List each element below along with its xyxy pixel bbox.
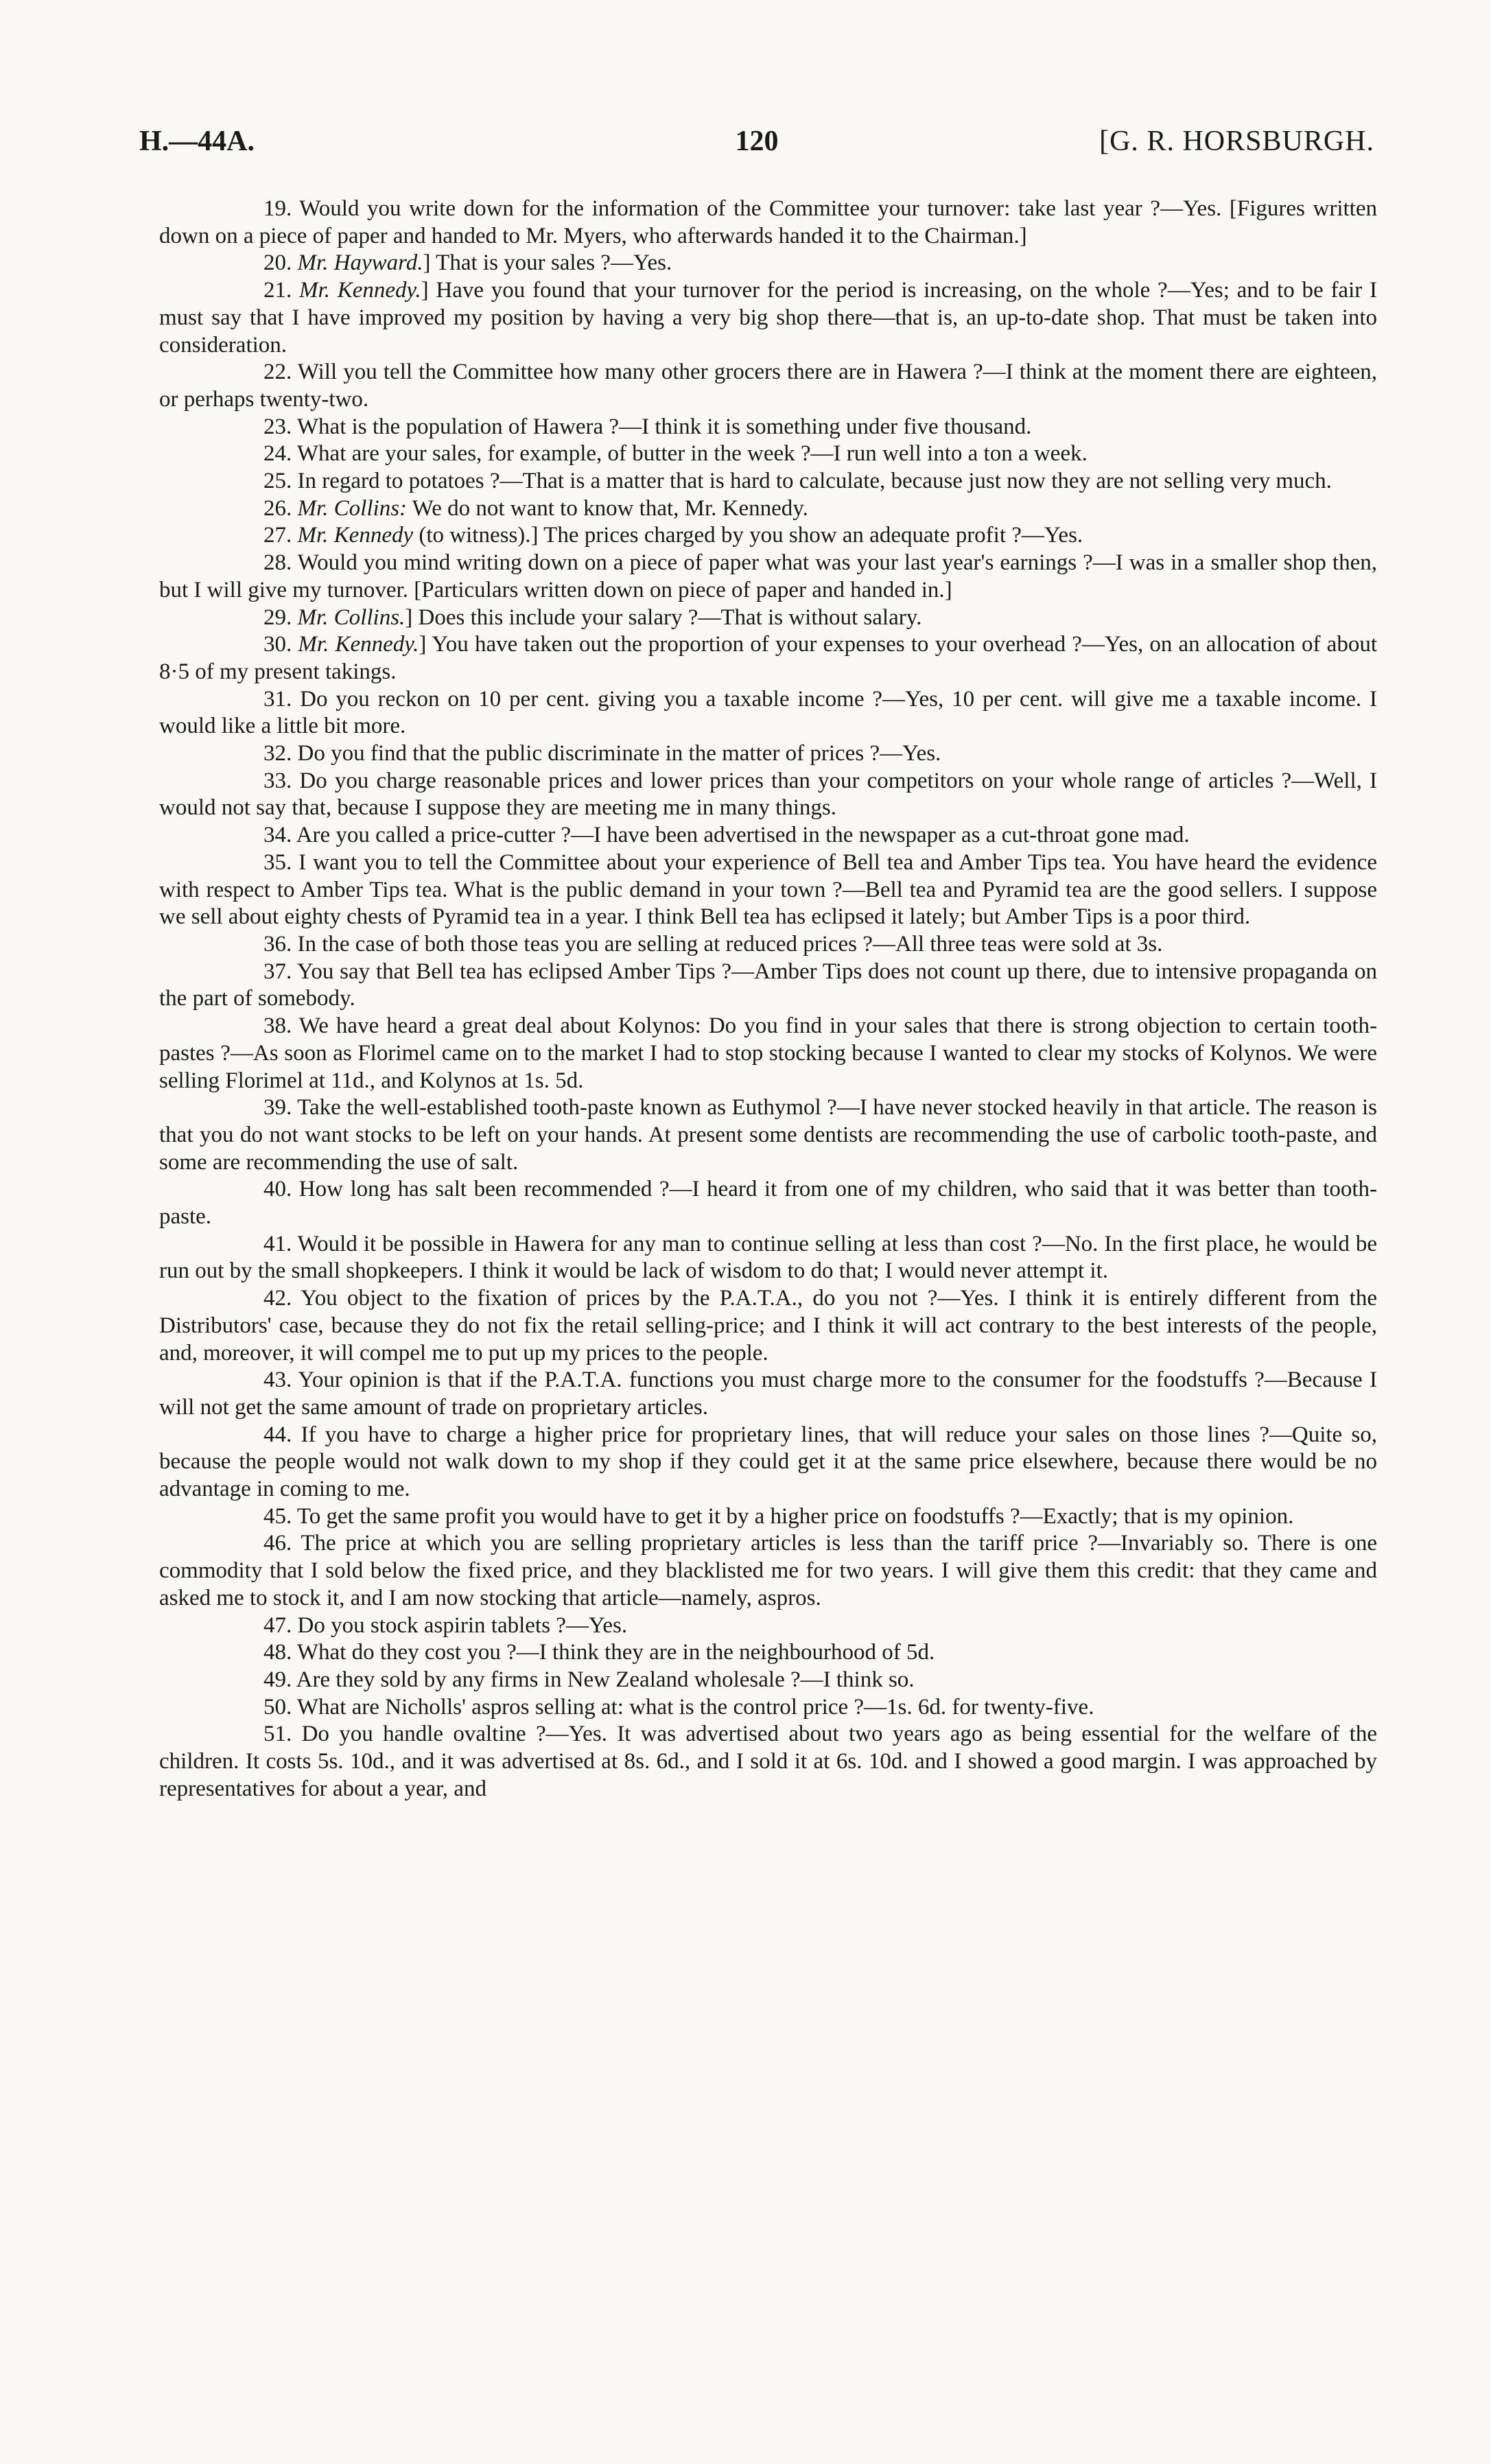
paragraph-text: Have you found that your turnover for the period is increasing, on the whole ?—Yes; and to be fair I must say that I have improved my position by having a very big shop there—that is, an up-to-date shop. That must be taken into consideration. [159,278,1377,357]
paragraph-text: 28. Would you mind writing down on a piece of paper what was your last year's earnings ?—I was in a smaller shop then, but I will give my turnover. [Particulars written down on piece of paper and handed in.] [159,550,1377,602]
paragraph-text: 51. Do you handle ovaltine ?—Yes. It was advertised about two years ago as being essential for the welfare of the children. It costs 5s. 10d., and it was advertised at 8s. 6d., and I sold it at 6s. 10d. and I showed a good margin. I was approached by representatives for about a year, and [159,1722,1377,1801]
speaker-name: Mr. Collins: [297,495,408,521]
question-paragraph [159,1422,1377,1503]
paragraph-text: 34. Are you called a price-cutter ?—I have been advertised in the newspaper as a cut-throat gone mad. [263,823,1190,848]
paragraph-text: 43. Your opinion is that if the P.A.T.A. functions you must charge more to the consumer for the foodstuffs ?—Because I will not get the same amount of trade on proprietary articles. [159,1368,1377,1420]
witness-name: [G. R. HORSBURGH. [1099,126,1374,157]
speaker-name: Mr. Kennedy. [299,278,421,303]
question-paragraph [159,1612,1377,1640]
paragraph-text: 45. To get the same profit you would have to get it by a higher price on foodstuffs ?—Exactly; that is my opinion. [263,1503,1294,1529]
paragraph-text: Does this include your salary ?—That is without salary. [412,605,922,630]
paragraph-text: 46. The price at which you are selling proprietary articles is less than the tariff price ?—Invariably so. There is one commodity that I sold below the fixed price, and they blacklisted me for two years. I will give them this credit: that they came and asked me to stock it, and I am now stocking that article—namely, aspros. [159,1531,1377,1610]
question-paragraph [159,1503,1377,1531]
paragraph-text: 47. Do you stock aspirin tablets ?—Yes. [263,1612,628,1638]
question-paragraph [159,1013,1377,1094]
question-paragraph [159,959,1377,1013]
question-paragraph [159,1231,1377,1285]
paragraph-text: 41. Would it be possible in Hawera for any man to continue selling at less than cost ?—No. In the first place, he would be run out by the small shopkeepers. I think it would be lack of wisdom to do that; I would never attempt it. [159,1231,1377,1284]
speaker-bracket: ] [419,632,427,657]
page-number: 120 [735,126,779,157]
paragraph-text: 24. What are your sales, for example, of butter in the week ?—I run well into a ton a week. [263,441,1088,467]
question-number: 29. [263,605,298,630]
paragraph-text: We do not want to know that, Mr. Kennedy. [407,495,808,521]
paragraph-text: 49. Are they sold by any firms in New Zealand wholesale ?—I think so. [263,1667,915,1692]
question-paragraph [159,1367,1377,1421]
speaker-name: Mr. Hayward. [297,250,423,276]
page-header [139,125,1374,173]
speaker-bracket: ] [423,250,431,276]
paragraph-text: 35. I want you to tell the Committee about your experience of Bell tea and Amber Tips tea. You have heard the evidence with respect to Amber Tips tea. What is the public demand in your town ?—Bell tea and Pyramid tea are the good sellers. I suppose we sell about eighty chests of Pyramid tea in a year. I think Bell tea has eclipsed it lately; but Amber Tips is a poor third. [159,849,1377,930]
speaker-name: Mr. Kennedy. [298,632,419,657]
paragraph-text: 38. We have heard a great deal about Kolynos: Do you find in your sales that there is strong objection to certain tooth-pastes ?—As soon as Florimel came on to the market I had to stop stocking because I wanted to clear my stocks of Kolynos. We were selling Florimel at 11d., and Kolynos at 1s. 5d. [159,1013,1377,1093]
question-paragraph [159,822,1377,849]
question-paragraph [159,468,1377,495]
report-reference: H.—44A. [139,126,255,157]
question-paragraph [159,686,1377,740]
paragraph-text: 37. You say that Bell tea has eclipsed Amber Tips ?—Amber Tips does not count up there, due to intensive propaganda on the part of somebody. [159,959,1377,1011]
paragraph-text: 40. How long has salt been recommended ?—I heard it from one of my children, who said that it was better than tooth-paste. [159,1177,1377,1230]
question-number: 21. [263,278,300,303]
speaker-bracket: ] [405,605,413,630]
question-paragraph [159,931,1377,959]
paragraph-text: 25. In regard to potatoes ?—That is a matter that is hard to calculate, because just now they are not selling very much. [263,469,1332,494]
question-number: 27. [263,523,298,548]
speaker-name: Mr. Kennedy [297,523,414,548]
paragraph-text: (to witness).] The prices charged by you show an adequate profit ?—Yes. [413,523,1083,548]
question-paragraph [159,1530,1377,1612]
paragraph-text: 31. Do you reckon on 10 per cent. giving you a taxable income ?—Yes, 10 per cent. will give me a taxable income. I would like a little bit more. [159,686,1377,739]
question-paragraph [159,631,1377,685]
paragraph-text: 50. What are Nicholls' aspros selling at: what is the control price ?—1s. 6d. for twenty-five. [263,1694,1094,1720]
question-number: 30. [263,632,298,657]
paragraph-text: 33. Do you charge reasonable prices and lower prices than your competitors on your whole range of articles ?—Well, I would not say that, because I suppose they are meeting me in many things. [159,768,1377,821]
paragraph-text: 42. You object to the fixation of prices by the P.A.T.A., do you not ?—Yes. I think it is entirely different from the Distributors' case, because they do not fix the retail selling-price; and I think it will act contrary to the best interests of the people, and, moreover, it will compel me to put up my prices to the people. [159,1286,1377,1365]
question-paragraph [159,277,1377,359]
question-paragraph [159,740,1377,768]
paragraph-text: 48. What do they cost you ?—I think they are in the neighbourhood of 5d. [263,1640,935,1665]
question-paragraph [159,1285,1377,1367]
question-paragraph [159,605,1377,632]
question-paragraph [159,1094,1377,1176]
question-paragraph [159,1176,1377,1230]
paragraph-text: 32. Do you find that the public discriminate in the matter of prices ?—Yes. [263,741,941,766]
paragraph-text: 44. If you have to charge a higher price for proprietary lines, that will reduce your sales on those lines ?—Quite so, because the people would not walk down to my shop if they could get it at the same price elsewhere, because there would be no advantage in coming to me. [159,1422,1377,1502]
paragraph-text: 23. What is the population of Hawera ?—I think it is something under five thousand. [263,414,1032,439]
paragraph-text: 22. Will you tell the Committee how many other grocers there are in Hawera ?—I think at the moment there are eighteen, or perhaps twenty-two. [159,360,1377,412]
question-paragraph [159,550,1377,604]
paragraph-text: That is your sales ?—Yes. [430,250,672,276]
question-number: 20. [263,250,298,276]
paragraph-text: 36. In the case of both those teas you are selling at reduced prices ?—All three teas were sold at 3s. [263,931,1163,957]
question-paragraph [159,522,1377,550]
question-paragraph [159,250,1377,277]
speaker-bracket: ] [421,278,429,303]
question-paragraph [159,1667,1377,1694]
question-paragraph [159,768,1377,822]
question-paragraph [159,441,1377,468]
question-paragraph [159,1694,1377,1722]
paragraph-text: 19. Would you write down for the information of the Committee your turnover: take last year ?—Yes. [Figures written down on a piece of paper and handed to Mr. Myers, who afterwards handed it to the Chairman.] [159,196,1377,248]
question-paragraph [159,1639,1377,1667]
question-paragraph [159,359,1377,413]
question-paragraph [159,414,1377,441]
question-number: 26. [263,495,298,521]
document-body [159,196,1377,1803]
speaker-name: Mr. Collins. [297,605,406,630]
question-paragraph [159,849,1377,931]
paragraph-text: 39. Take the well-established tooth-paste known as Euthymol ?—I have never stocked heavily in that article. The reason is that you do not want stocks to be left on your hands. At present some dentists are recommending the use of carbolic tooth-paste, and some are recommending the use of salt. [159,1095,1377,1175]
question-paragraph [159,1721,1377,1803]
paragraph-text: You have taken out the proportion of your expenses to your overhead ?—Yes, on an allocation of about 8·5 of my present takings. [159,632,1377,684]
question-paragraph [159,196,1377,250]
question-paragraph [159,495,1377,523]
